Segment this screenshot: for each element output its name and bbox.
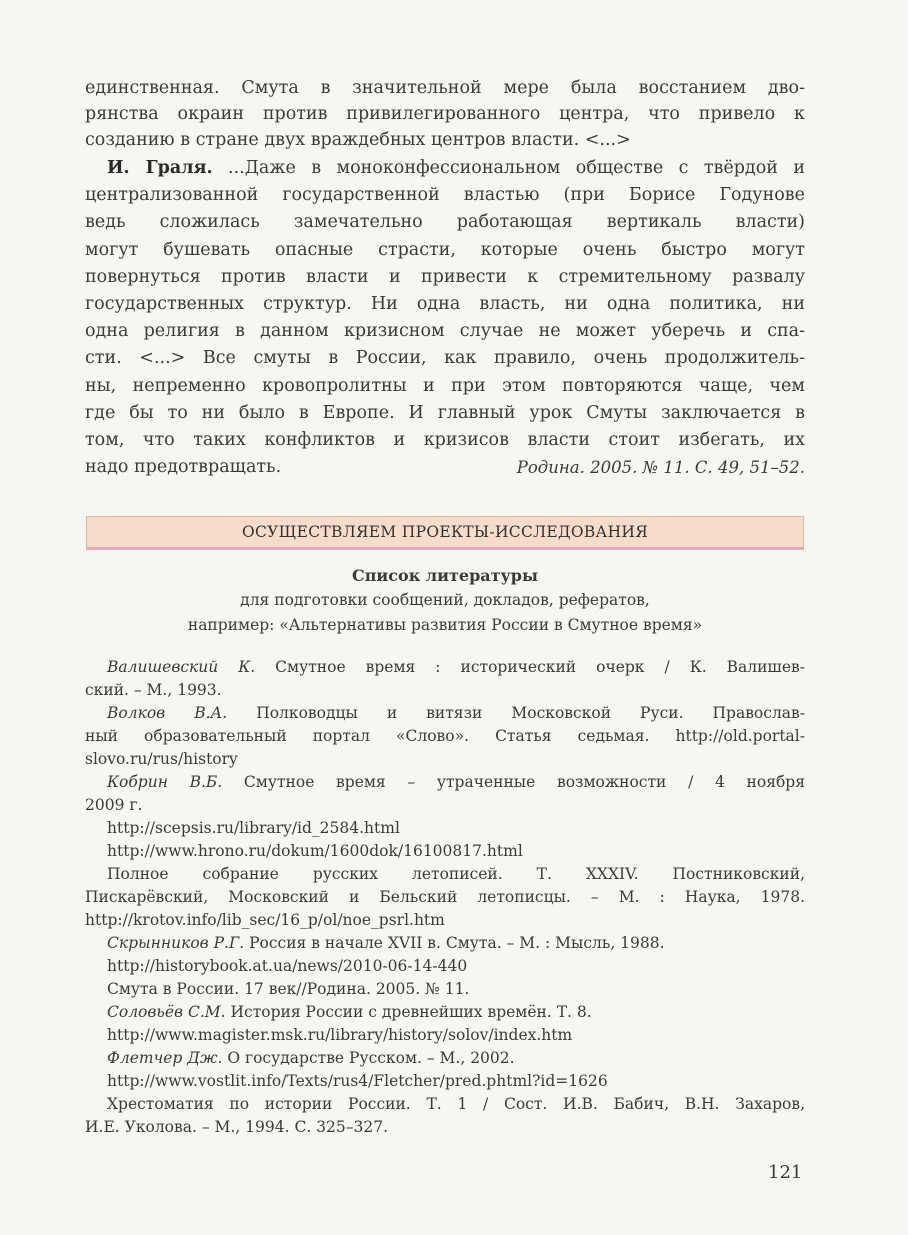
- reference-text: ский. – М., 1993.: [85, 681, 222, 699]
- text-line: ны, непременно кровопролитны и при этом повторяются чаще, чем: [85, 375, 805, 396]
- text-line: рянства окраин против привилегированного центра, что привело к: [85, 104, 805, 124]
- reference-text: Хрестоматия по истории России. Т. 1 / Сост. И.В. Бабич, В.Н. Захаров,: [107, 1095, 805, 1113]
- reference-text: Смутное время – утраченные возможности / 4 ноября: [222, 773, 806, 791]
- reference-text: Смута в России. 17 век//Родина. 2005. № 11.: [107, 980, 470, 998]
- reference-line: [85, 955, 805, 978]
- reference-author: Флетчер Дж.: [107, 1049, 223, 1067]
- text-line: том, что таких конфликтов и кризисов власти стоит избегать, их: [85, 430, 805, 451]
- reference-text: Россия в начале XVII в. Смута. – М. : Мысль, 1988.: [244, 934, 665, 952]
- reference-line: [85, 932, 805, 955]
- reference-text: 2009 г.: [85, 796, 143, 814]
- reference-line: [85, 886, 805, 909]
- speech-start: ...Даже в моноконфессиональном обществе с твёрдой и: [212, 158, 805, 178]
- reference-line: [85, 725, 805, 748]
- reference-line: [85, 863, 805, 886]
- text-line: могут бушевать опасные страсти, которые очень быстро могут: [85, 239, 805, 260]
- reference-line: [85, 656, 805, 679]
- reference-text: И.Е. Уколова. – М., 1994. С. 325–327.: [85, 1118, 389, 1136]
- reference-text: http://scepsis.ru/library/id_2584.html: [107, 819, 400, 837]
- reference-line: [85, 1047, 805, 1070]
- text-line: [85, 155, 805, 182]
- reference-text: Полное собрание русских летописей. Т. XXXIV. Постниковский,: [107, 865, 805, 883]
- text-line: единственная. Смута в значительной мере была восстанием дво-: [85, 78, 805, 98]
- list-subtitle: для подготовки сообщений, докладов, рефератов,: [240, 591, 650, 609]
- reference-line: [85, 1070, 805, 1093]
- reference-text: История России с древнейших времён. Т. 8.: [225, 1003, 592, 1021]
- reference-text: Пискарёвский, Московский и Бельский летописцы. – М. : Наука, 1978.: [85, 888, 805, 906]
- reference-text: Полководцы и витязи Московской Руси. Православ-: [227, 704, 805, 722]
- list-title: Список литературы: [351, 566, 539, 585]
- reference-text: http://www.magister.msk.ru/library/history/solov/index.htm: [107, 1026, 573, 1044]
- reference-text: slovo.ru/rus/history: [85, 750, 238, 768]
- reference-text: http://historybook.at.ua/news/2010-06-14-440: [107, 957, 468, 975]
- reference-author: Скрынников Р.Г.: [107, 934, 245, 952]
- text-line: государственных структур. Ни одна власть, ни одна политика, ни: [85, 294, 805, 315]
- reference-text: http://www.vostlit.info/Texts/rus4/Fletcher/pred.phtml?id=1626: [107, 1072, 608, 1090]
- reference-line: [85, 702, 805, 725]
- text-line: сти. <...> Все смуты в России, как правило, очень продолжитель-: [85, 348, 805, 369]
- text-line: повернуться против власти и привести к стремительному развалу: [85, 266, 805, 287]
- reference-line: [85, 909, 805, 932]
- list-subtitle: например: «Альтернативы развития России в Смутное время»: [187, 616, 703, 634]
- page-number: 121: [768, 1162, 803, 1183]
- text-line: надо предотвращать.: [85, 457, 282, 478]
- reference-author: Волков В.А.: [107, 704, 228, 722]
- reference-line: [85, 1001, 805, 1024]
- text-line: созданию в стране двух враждебных центров власти. <...>: [85, 130, 631, 150]
- reference-line: [85, 748, 805, 771]
- section-banner: ОСУЩЕСТВЛЯЕМ ПРОЕКТЫ-ИССЛЕДОВАНИЯ: [86, 516, 804, 550]
- reference-line: [85, 1024, 805, 1047]
- text-line: централизованной государственной властью (при Борисе Годунове: [85, 185, 805, 206]
- reference-author: Кобрин В.Б.: [107, 773, 223, 791]
- text-line: одна религия в данном кризисном случае не может уберечь и спа-: [85, 321, 805, 342]
- reference-author: Соловьёв С.М.: [107, 1003, 226, 1021]
- reference-line: [85, 1116, 805, 1139]
- paragraph-intro: [85, 75, 805, 153]
- reference-line: [85, 794, 805, 817]
- reference-text: ный образовательный портал «Слово». Статья седьмая. http://old.portal-: [85, 727, 805, 745]
- citation: Родина. 2005. № 11. С. 49, 51–52.: [516, 458, 805, 477]
- reference-text: http://krotov.info/lib_sec/16_p/ol/noe_psrl.htm: [85, 911, 445, 929]
- reference-list: [85, 656, 805, 1139]
- paragraph-gralya: [85, 155, 805, 481]
- reference-line: [85, 771, 805, 794]
- text-line: где бы то ни было в Европе. И главный урок Смуты заключается в: [85, 402, 805, 423]
- speaker-name: И. Граля.: [107, 158, 213, 178]
- reference-author: Валишевский К.: [107, 658, 256, 676]
- reference-line: [85, 840, 805, 863]
- reference-line: [85, 978, 805, 1001]
- reference-text: http://www.hrono.ru/dokum/1600dok/16100817.html: [107, 842, 523, 860]
- reference-text: О государстве Русском. – М., 2002.: [222, 1049, 515, 1067]
- reference-line: [85, 1093, 805, 1116]
- reference-text: Смутное время : исторический очерк / К. Валишев-: [255, 658, 805, 676]
- reference-line: [85, 817, 805, 840]
- text-line: ведь сложилась замечательно работающая вертикаль власти): [85, 212, 805, 233]
- reference-line: [85, 679, 805, 702]
